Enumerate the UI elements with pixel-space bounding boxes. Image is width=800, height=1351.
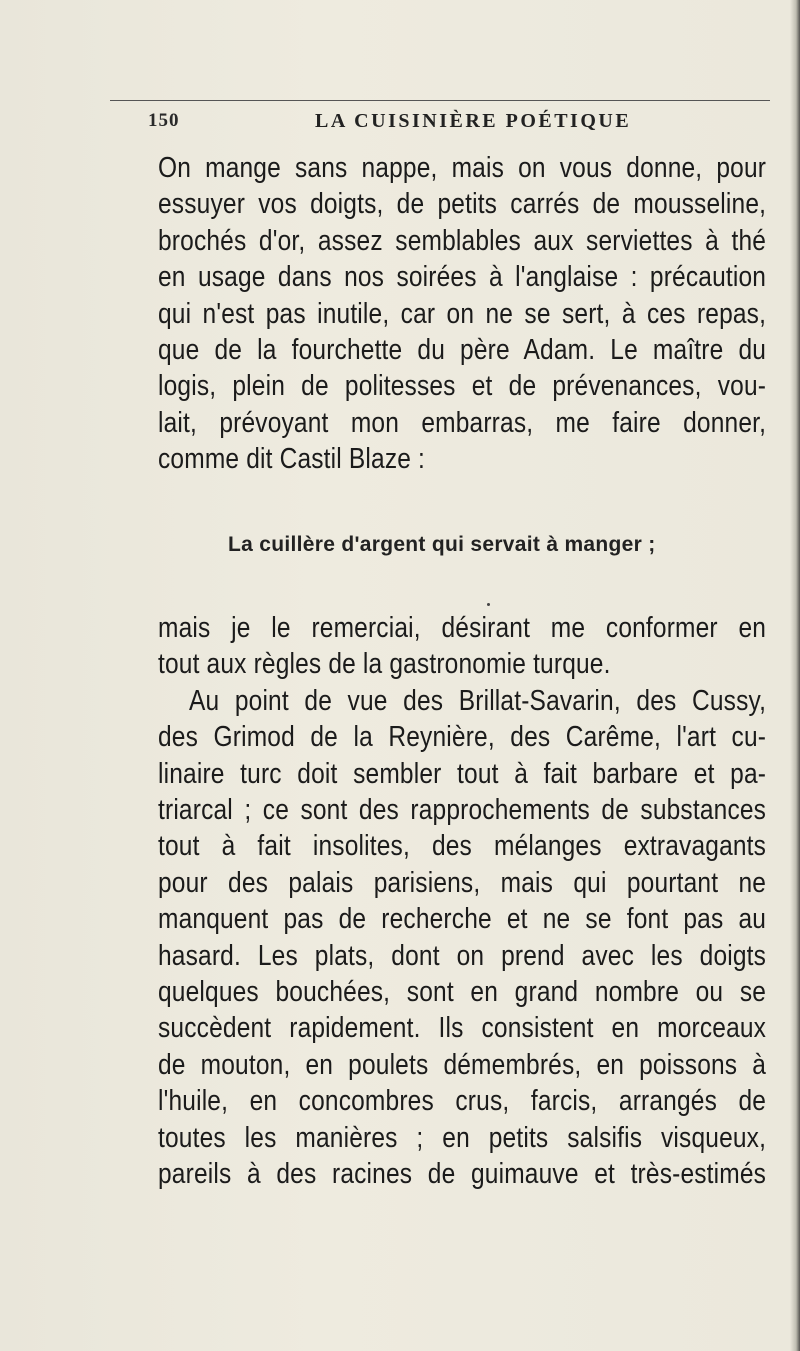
- text-line: quelques bouchées, sont en grand nombre ou se: [158, 976, 767, 1009]
- text-line: comme dit Castil Blaze :: [158, 443, 426, 476]
- text-line: toutes les manières ; en petits salsifis visqueux,: [158, 1121, 767, 1154]
- text-line: manquent pas de recherche et ne se font pas au: [158, 903, 767, 936]
- text-line: Au point de vue des Brillat-Savarin, des Cussy,: [188, 684, 767, 717]
- text-line: hasard. Les plats, dont on prend avec les doigts: [158, 939, 767, 972]
- text-line: l'huile, en concombres crus, farcis, arrangés de: [158, 1085, 767, 1118]
- text-line: des Grimod de la Reynière, des Carême, l'art cu-: [158, 721, 767, 754]
- text-line: pareils à des racines de guimauve et très-estimés: [158, 1158, 767, 1191]
- text-line: linaire turc doit sembler tout à fait barbare et pa-: [158, 757, 767, 790]
- verse-quote: La cuillère d'argent qui servait à manger ;: [228, 533, 656, 556]
- page-header: [150, 108, 765, 144]
- paragraph-1: [158, 150, 766, 478]
- text-line: On mange sans nappe, mais on vous donne, pour: [158, 152, 767, 184]
- text-line: que de la fourchette du père Adam. Le maître du: [158, 334, 767, 367]
- text-line: succèdent rapidement. Ils consistent en morceaux: [158, 1012, 767, 1045]
- text-line: triarcal ; ce sont des rapprochements de substances: [158, 794, 767, 827]
- text-line: tout aux règles de la gastronomie turque.: [158, 648, 611, 681]
- running-title: LA CUISINIÈRE POÉTIQUE: [315, 110, 632, 132]
- text-line: essuyer vos doigts, de petits carrés de mousseline,: [158, 188, 767, 221]
- print-speck: [487, 603, 490, 606]
- text-line: lait, prévoyant mon embarras, me faire donner,: [158, 406, 767, 439]
- text-line: mais je le remerciai, désirant me conformer en: [158, 612, 767, 644]
- text-line: en usage dans nos soirées à l'anglaise : précaution: [158, 261, 767, 294]
- paragraph-2: [158, 610, 766, 1193]
- text-line: de mouton, en poulets démembrés, en poissons à: [158, 1048, 767, 1081]
- header-rule: [110, 100, 770, 101]
- text-line: brochés d'or, assez semblables aux serviettes à thé: [158, 224, 767, 257]
- text-line: tout à fait insolites, des mélanges extravagants: [158, 830, 767, 863]
- text-line: pour des palais parisiens, mais qui pourtant ne: [158, 866, 767, 899]
- text-line: qui n'est pas inutile, car on ne se sert, à ces repas,: [158, 297, 767, 330]
- page-edge-shadow: [790, 0, 800, 1351]
- text-line: logis, plein de politesses et de prévenances, vou-: [158, 370, 767, 403]
- page-number: 150: [148, 110, 180, 131]
